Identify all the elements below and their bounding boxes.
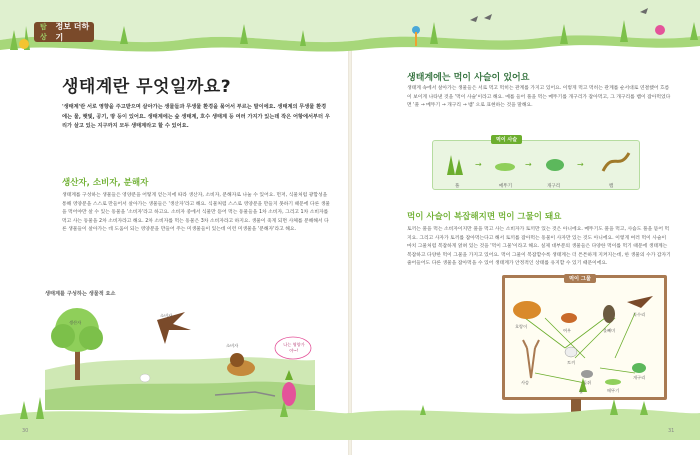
chain-item-grasshopper: 메뚜기	[499, 184, 513, 189]
bottom-grass-decoration	[0, 395, 700, 440]
food-web-board	[502, 275, 667, 400]
chain-item-frog: 개구리	[547, 184, 561, 189]
web-name-frog: 개구리	[633, 375, 646, 380]
page-number-left: 30	[22, 428, 29, 434]
section-badge	[34, 22, 94, 42]
web-name-grasshopper: 메뚜기	[607, 388, 620, 393]
food-chain-diagram	[432, 137, 640, 190]
badge-main-label: 정보 더하기	[55, 22, 90, 42]
speech-bubble-text: 나는 영양가야~!	[283, 342, 305, 353]
chain-item-snake: 뱀	[609, 184, 614, 189]
badge-small-label: 탐상	[40, 23, 47, 41]
intro-paragraph: '생태계'란 서로 영향을 주고받으며 살아가는 생물들과 무생물 환경을 묶어서 부르는 말이에요. 생태계의 무생물 환경에는 물, 햇빛, 공기, 땅 등이 있어요. 생태계에는 숲 생태계, 호수 생태계 등 여러 가지가 있는데 작은 어항에서부터 우리가 살고 있는 지구까지 모두 생태계라고 할 수 있어요.	[62, 104, 330, 129]
web-name-tiger: 호랑이	[515, 324, 528, 329]
top-grass-decoration	[0, 0, 700, 70]
svg-text:→: →	[525, 160, 532, 169]
web-name-owl: 올빼미	[603, 328, 616, 333]
web-name-grass: 풀	[579, 389, 584, 394]
label-consumer-lion: 소비자	[226, 343, 239, 348]
illustration-caption: 생태계를 구성하는 생물적 요소	[45, 291, 116, 297]
page-title: 생태계란 무엇일까요?	[62, 77, 232, 97]
food-chain-label: 먹이 사슬	[491, 135, 522, 144]
food-chain-artwork	[433, 141, 641, 181]
food-web-paragraph-continued	[407, 270, 499, 410]
web-name-fox: 여우	[563, 328, 572, 333]
svg-text:→: →	[475, 160, 482, 169]
ecosystem-illustration	[45, 300, 315, 410]
roles-paragraph: 생태계를 구성하는 생물들은 영양분을 어떻게 얻는지에 따라 생산자, 소비자, 분해자로 나눌 수 있어요. 먼저, 식물처럼 광합성을 통해 영양분을 스스로 만들어서 살아가는 생물들은 '생산자'라고 해요. 식물처럼 스스로 영양분을 만들지 못하기 때문에 다른 생물을 먹어야만 살 수 있는 동물을 '소비자'라고 하고요. 소비자 중에서 식물만 뜯어 먹는 동물들을 1차 소비자, 그리고 1차 소비자를 먹고 사는 동물을 2차 소비자라고 해요. 2차 소비자를 먹는 동물은 3차 소비자라고 하지요. 생물이 죽게 되면 사체를 분해해서 다른 생물들이 살아가는 데 도움이 되는 영양분을 만들어 주는 미생물들이 있는데 이런 미생물을 '분해자'라고 해요.	[62, 193, 330, 233]
label-consumer-bird: 소비자	[160, 313, 173, 318]
food-chain-paragraph: 생태계 속에서 살아가는 생물들은 서로 먹고 먹히는 관계를 가지고 있어요. 이렇게 먹고 먹히는 관계를 순서대로 연결했어 흐름이 보이게 나타낸 것을 '먹이 사슬'이라고 해요. 예를 들어 풀을 먹는 메뚜기를 개구리가 잡아먹고, 그 개구리를 뱀이 잡아먹었다면 '풀 → 메뚜기 → 개구리 → 뱀' 으로 표현하는 것을 말해요.	[407, 86, 671, 109]
food-chain-heading: 생태계에는 먹이 사슬이 있어요	[407, 73, 530, 83]
page-number-right: 31	[668, 428, 675, 434]
section-heading-roles: 생산자, 소비자, 분해자	[62, 178, 149, 188]
chain-item-grass: 풀	[455, 184, 460, 189]
svg-text:→: →	[577, 160, 584, 169]
food-web-paragraph-top: 토끼는 풀을 먹는 소비자이지만 풀을 먹고 사는 소비자가 토끼만 있는 것은 아니에요. 메뚜기도 풀을 먹고, 사슴도 풀을 뜯어 먹지요. 그리고 사자가 토끼를 잡아먹는다고 해서 토끼를 잡아먹는 동물이 사자만 있는 것도 아니에요. 이렇게 여러 먹이 사슬이 마치 그물처럼 복잡하게 얽혀 있는 것을 '먹이 그물'이라고 해요. 실제 대부분의 생물들은 다양한 먹이를 먹기 때문에 생태계는 복잡하고 다양한 먹이 그물을 가지고 있어요. 먹이 그물이 복잡할수록 생태계는 더 튼튼하게 지켜지는데, 한 생물의 수가 갑자기 줄어들어도 다른 생물을 잡아먹을 수 있어 생태계가 안정적인 상태를 유지할 수 있기 때문이에요.	[407, 227, 671, 267]
web-name-mouse: 들쥐	[583, 380, 592, 385]
label-producer: 생산자	[69, 320, 82, 325]
food-web-label: 먹이 그물	[564, 274, 596, 283]
web-name-rabbit: 토끼	[567, 360, 576, 365]
food-web-heading: 먹이 사슬이 복잡해지면 먹이 그물이 돼요	[407, 212, 562, 222]
web-name-eagle: 독수리	[633, 312, 646, 317]
web-name-deer: 사슴	[521, 380, 530, 385]
